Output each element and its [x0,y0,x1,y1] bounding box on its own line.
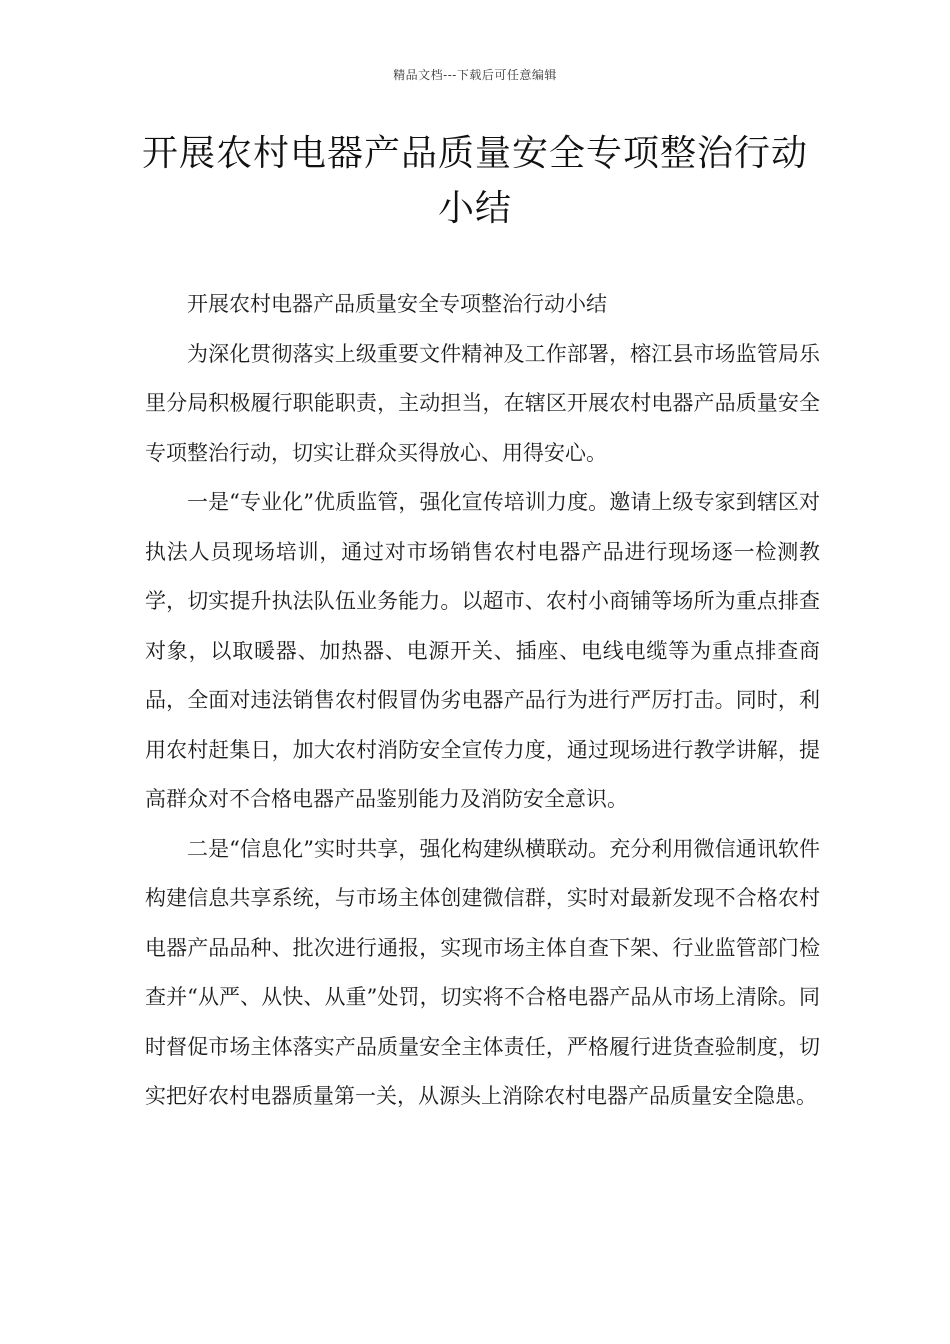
paragraph-intro: 为深化贯彻落实上级重要文件精神及工作部署，榕江县市场监管局乐里分局积极履行职能职责，主动担当，在辖区开展农村电器产品质量安全专项整治行动，切实让群众买得放心、用得安心。 [145,341,820,465]
paragraph-subtitle: 开展农村电器产品质量安全专项整治行动小结 [187,292,607,316]
header-note: 精品文档---下载后可任意编辑 [393,68,557,82]
document-body [145,280,820,1122]
paragraph-point-one: 一是“专业化”优质监管，强化宣传培训力度。邀请上级专家到辖区对执法人员现场培训，通过对市场销售农村电器产品进行现场逐一检测教学，切实提升执法队伍业务能力。以超市、农村小商铺等场所为重点排查对象，以取暖器、加热器、电源开关、插座、电线电缆等为重点排查商品，全面对违法销售农村假冒伪劣电器产品行为进行严厉打击。同时，利用农村赶集日，加大农村消防安全宣传力度，通过现场进行教学讲解，提高群众对不合格电器产品鉴别能力及消防安全意识。 [145,490,820,811]
paragraph-point-two: 二是“信息化”实时共享，强化构建纵横联动。充分利用微信通讯软件构建信息共享系统，与市场主体创建微信群，实时对最新发现不合格农村电器产品品种、批次进行通报，实现市场主体自查下架、行业监管部门检查并“从严、从快、从重”处罚，切实将不合格电器产品从市场上清除。同时督促市场主体落实产品质量安全主体责任，严格履行进货查验制度，切实把好农村电器质量第一关，从源头上消除农村电器产品质量安全隐患。 [145,836,820,1108]
document-title: 开展农村电器产品质量安全专项整治行动小结 [141,133,808,229]
